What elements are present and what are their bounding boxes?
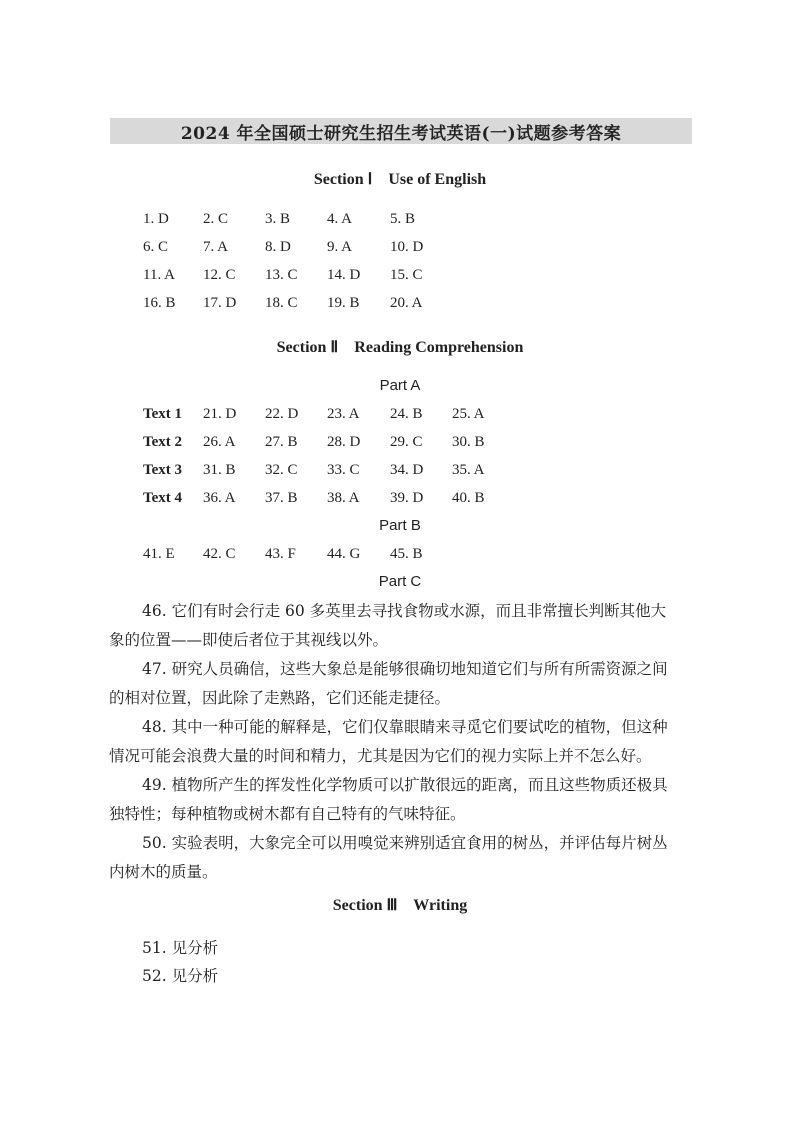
answer-item: 43. F [265,546,296,562]
text-row [0,490,800,510]
text-row [0,406,800,426]
translation-item [109,655,668,713]
writing-item: 51. 见分析 [142,939,219,957]
answer-item: 25. A [452,406,485,422]
answer-row [0,546,800,566]
part-a-heading: Part A [379,377,421,394]
text-row [0,462,800,482]
answer-item: 14. D [327,267,361,283]
answer-item: 23. A [327,406,360,422]
answer-item: 40. B [452,490,485,506]
answer-item: 12. C [203,267,236,283]
answer-item: 6. C [143,239,169,255]
text-label: Text 4 [143,490,183,506]
answer-row [0,267,800,287]
translation-item [109,771,668,829]
translation-line: 49. 植物所产生的挥发性化学物质可以扩散很远的距离，而且这些物质还极具 [142,776,668,794]
translation-line: 的相对位置，因此除了走熟路，它们还能走捷径。 [109,689,451,707]
answer-item: 32. C [265,462,298,478]
text-row [0,434,800,454]
answer-item: 33. C [327,462,360,478]
answer-item: 10. D [390,239,424,255]
answer-item: 30. B [452,434,485,450]
text-label: Text 1 [143,406,183,422]
answer-item: 44. G [327,546,361,562]
translation-item [109,713,668,771]
translation-line: 48. 其中一种可能的解释是，它们仅靠眼睛来寻觅它们要试吃的植物，但这种 [142,718,668,736]
answer-item: 45. B [390,546,423,562]
answer-item: 13. C [265,267,298,283]
answer-item: 8. D [265,239,291,255]
translation-line: 47. 研究人员确信，这些大象总是能够很确切地知道它们与所有所需资源之间 [142,660,668,678]
answer-item: 39. D [390,490,424,506]
text-label: Text 2 [143,434,183,450]
answer-item: 17. D [203,295,237,311]
answer-item: 34. D [390,462,424,478]
answer-item: 24. B [390,406,423,422]
text-label: Text 3 [143,462,183,478]
answer-item: 5. B [390,211,416,227]
translation-line: 独特性；每种植物或树木都有自己特有的气味特征。 [109,805,466,823]
answer-item: 21. D [203,406,237,422]
translation-line: 象的位置——即使后者位于其视线以外。 [109,631,389,649]
writing-item: 52. 见分析 [142,967,219,985]
answer-item: 42. C [203,546,236,562]
answer-item: 28. D [327,434,361,450]
answer-item: 2. C [203,211,229,227]
translation-item [109,597,667,655]
translation-item [109,829,668,887]
answer-item: 35. A [452,462,485,478]
answer-item: 9. A [327,239,353,255]
translation-line: 内树木的质量。 [109,863,218,881]
answer-item: 31. B [203,462,236,478]
answer-item: 20. A [390,295,423,311]
part-b-heading: Part B [379,517,421,534]
section-1-heading: Section Ⅰ Use of English [313,171,487,188]
answer-item: 4. A [327,211,353,227]
answer-item: 11. A [143,267,175,283]
answer-item: 26. A [203,434,236,450]
answer-item: 41. E [143,546,175,562]
answer-item: 3. B [265,211,291,227]
answer-item: 16. B [143,295,176,311]
translation-line: 情况可能会浪费大量的时间和精力，尤其是因为它们的视力实际上并不怎么好。 [109,747,652,765]
answer-item: 22. D [265,406,299,422]
section-2-heading: Section Ⅱ Reading Comprehension [276,339,524,356]
answer-item: 29. C [390,434,423,450]
part-c-heading: Part C [378,573,422,590]
answer-item: 18. C [265,295,298,311]
page-title: 2024 年全国硕士研究生招生考试英语(一)试题参考答案 [110,118,692,144]
answer-item: 15. C [390,267,423,283]
answer-item: 38. A [327,490,360,506]
answer-row [0,239,800,259]
answer-item: 7. A [203,239,229,255]
answer-item: 1. D [143,211,169,227]
translation-line: 46. 它们有时会行走 60 多英里去寻找食物或水源，而且非常擅长判断其他大 [142,602,667,620]
answer-row [0,295,800,315]
answer-item: 27. B [265,434,298,450]
answer-item: 19. B [327,295,360,311]
answer-item: 37. B [265,490,298,506]
answer-item: 36. A [203,490,236,506]
translation-line: 50. 实验表明，大象完全可以用嗅觉来辨别适宜食用的树丛，并评估每片树丛 [142,834,668,852]
section-3-heading: Section Ⅲ Writing [332,897,468,914]
answer-row [0,211,800,231]
